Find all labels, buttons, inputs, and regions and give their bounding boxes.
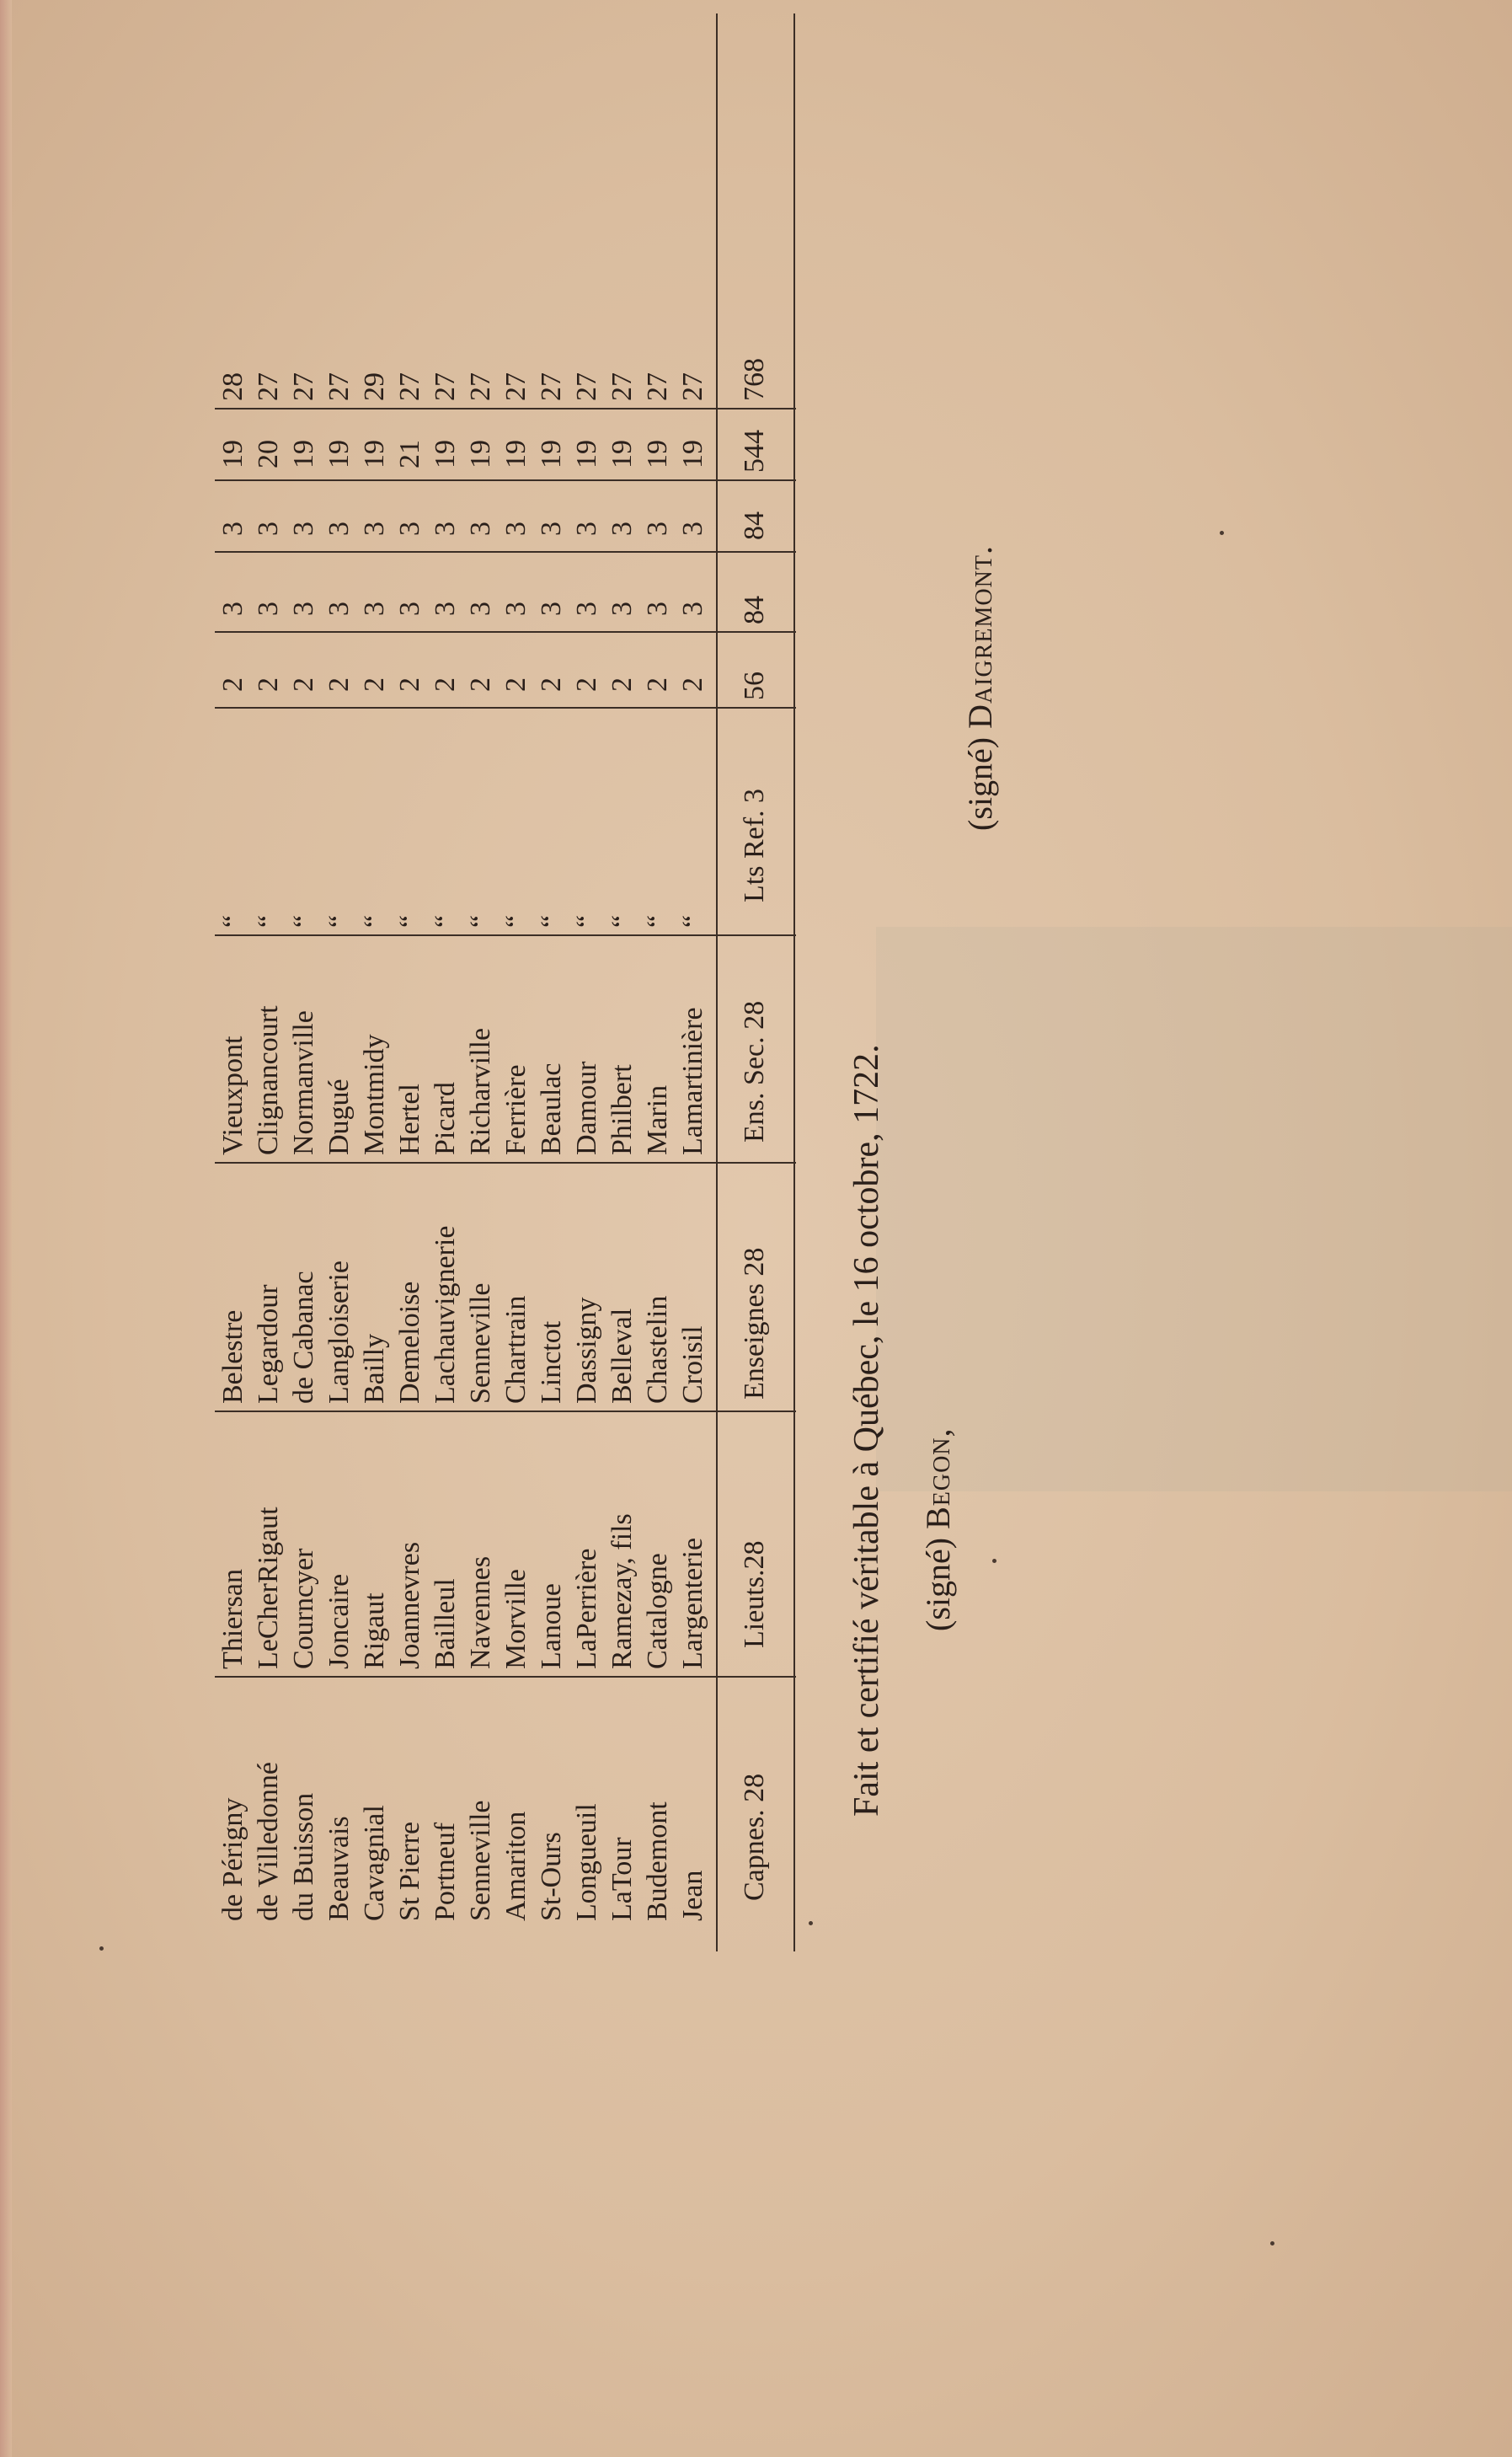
table-cell: 3 [677, 522, 708, 536]
column-divider [215, 934, 796, 936]
table-cell: Linctot [536, 1320, 567, 1404]
table-cell: Hertel [394, 1084, 425, 1155]
table-cell: 21 [394, 440, 425, 468]
column-divider [215, 707, 796, 709]
column-divider [215, 1162, 796, 1164]
total-cell: 56 [739, 672, 770, 700]
table-cell: 3 [394, 522, 425, 536]
table-cell: 3 [323, 522, 355, 536]
table-cell: “ [288, 914, 319, 928]
signature-begon [918, 1427, 958, 1631]
table-cell: Clignancourt [253, 1005, 284, 1155]
table-cell: Thiersan [217, 1569, 248, 1669]
table-cell: 3 [288, 522, 319, 536]
table-cell: Picard [430, 1082, 461, 1155]
table-cell: Jean [677, 1870, 708, 1921]
table-cell: 29 [359, 372, 390, 401]
table-cell: Montmidy [359, 1034, 390, 1155]
table-cell: Philbert [606, 1064, 638, 1155]
total-cell: Ens. Sec. 28 [739, 1000, 770, 1143]
total-cell: Enseignes 28 [739, 1247, 770, 1400]
table-cell: LeCherRigaut [253, 1507, 284, 1669]
table-cell: Belestre [217, 1309, 248, 1404]
table-cell: du Buisson [288, 1792, 319, 1921]
total-cell: 84 [739, 596, 770, 624]
table-cell: 19 [359, 440, 390, 468]
table-cell: Langloiserie [323, 1261, 355, 1404]
table-cell: “ [642, 914, 673, 928]
table-cell: 3 [217, 602, 248, 616]
totals-row [737, 0, 772, 2457]
table-cell: 27 [571, 372, 602, 401]
table-cell: 19 [430, 440, 461, 468]
table-cell: “ [536, 914, 567, 928]
table-cell: 2 [465, 677, 496, 692]
table-cell: “ [394, 914, 425, 928]
table-cell: 27 [536, 372, 567, 401]
table-cell: LaPerrière [571, 1548, 602, 1669]
table-row [394, 0, 426, 2457]
table-cell: 2 [606, 677, 638, 692]
table-cell: Beauvais [323, 1816, 355, 1921]
table-rule [793, 13, 795, 1951]
table-cell: Longueuil [571, 1803, 602, 1921]
table-cell: 19 [571, 440, 602, 468]
table-cell: 2 [500, 677, 532, 692]
table-cell: de Périgny [217, 1797, 248, 1921]
table-cell: Beaulac [536, 1063, 567, 1155]
table-cell: 3 [465, 522, 496, 536]
table-cell: Marin [642, 1084, 673, 1155]
table-cell: 3 [430, 602, 461, 616]
table-cell: 2 [394, 677, 425, 692]
paper-speck [809, 1921, 813, 1925]
table-cell: 27 [288, 372, 319, 401]
table-cell: 3 [253, 602, 284, 616]
table-cell: “ [571, 914, 602, 928]
table-cell: 2 [288, 677, 319, 692]
table-cell: 27 [253, 372, 284, 401]
table-cell: Dassigny [571, 1297, 602, 1404]
table-cell: 19 [288, 440, 319, 468]
table-cell: 3 [465, 602, 496, 616]
total-cell: Lts Ref. 3 [739, 788, 770, 902]
table-cell: 19 [606, 440, 638, 468]
total-cell: Capnes. 28 [739, 1773, 770, 1901]
table-cell: 3 [323, 602, 355, 616]
column-divider [215, 631, 796, 633]
table-cell: Dugué [323, 1079, 355, 1155]
table-cell: Normanville [288, 1010, 319, 1155]
table-row [430, 0, 462, 2457]
table-cell: 3 [677, 602, 708, 616]
table-cell: Catalogne [642, 1553, 673, 1669]
total-cell: 84 [739, 511, 770, 540]
table-cell: Lanoue [536, 1583, 567, 1669]
column-divider [215, 479, 796, 481]
total-cell: 768 [739, 358, 770, 401]
table-cell: 19 [323, 440, 355, 468]
table-cell: Damour [571, 1061, 602, 1155]
table-cell: Demeloise [394, 1281, 425, 1404]
table-cell: 3 [571, 522, 602, 536]
table-cell: St-Ours [536, 1832, 567, 1921]
table-cell: 3 [500, 602, 532, 616]
table-row [217, 0, 249, 2457]
table-row [288, 0, 320, 2457]
table-cell: 2 [430, 677, 461, 692]
table-cell: de Villedonné [253, 1761, 284, 1921]
table-cell: 19 [217, 440, 248, 468]
table-cell: “ [465, 914, 496, 928]
table-row [606, 0, 638, 2457]
table-cell: 27 [642, 372, 673, 401]
table-cell: “ [606, 914, 638, 928]
table-row [323, 0, 355, 2457]
table-cell: 3 [536, 602, 567, 616]
table-cell: Bailleul [430, 1578, 461, 1669]
table-cell: St Pierre [394, 1821, 425, 1921]
table-cell: 3 [288, 602, 319, 616]
certification-line: Fait et certifié véritable à Québec, le 16 octobre, 1722. [847, 1044, 886, 1817]
table-cell: 19 [642, 440, 673, 468]
signature-name: Begon, [919, 1427, 957, 1529]
table-cell: 27 [465, 372, 496, 401]
table-row [642, 0, 674, 2457]
table-cell: “ [253, 914, 284, 928]
table-cell: Joannevres [394, 1541, 425, 1669]
signature-prefix: (signé) [961, 736, 999, 831]
table-cell: “ [323, 914, 355, 928]
table-cell: LaTour [606, 1837, 638, 1921]
table-row [571, 0, 603, 2457]
table-cell: 3 [606, 522, 638, 536]
column-divider [215, 1410, 796, 1412]
table-row [677, 0, 709, 2457]
table-cell: 3 [500, 522, 532, 536]
table-cell: Cavagnial [359, 1805, 390, 1921]
table-cell: 2 [217, 677, 248, 692]
table-cell: 3 [394, 602, 425, 616]
signature-name: Daigremont. [961, 545, 999, 729]
table-cell: Portneuf [430, 1822, 461, 1921]
table-cell: 3 [642, 522, 673, 536]
table-cell: Navennes [465, 1555, 496, 1669]
table-cell: Courncyer [288, 1548, 319, 1669]
paper-speck [992, 1559, 996, 1563]
table-cell: 27 [430, 372, 461, 401]
table-cell: 2 [253, 677, 284, 692]
table-cell: Bailly [359, 1333, 390, 1404]
table-cell: Ramezay, fils [606, 1513, 638, 1669]
table-cell: 3 [253, 522, 284, 536]
table-cell: 19 [500, 440, 532, 468]
signature-prefix: (signé) [919, 1537, 957, 1631]
paper-speck [99, 1946, 104, 1951]
table-cell: “ [217, 914, 248, 928]
table-cell: 2 [642, 677, 673, 692]
table-cell: Vieuxpont [217, 1036, 248, 1155]
table-cell: “ [500, 914, 532, 928]
table-cell: 27 [323, 372, 355, 401]
signature-daigremont [960, 545, 1000, 831]
table-cell: 3 [642, 602, 673, 616]
paper-speck [1270, 2241, 1274, 2246]
table-cell: 27 [606, 372, 638, 401]
table-cell: 20 [253, 440, 284, 468]
table-cell: “ [677, 914, 708, 928]
paper-speck [1220, 531, 1224, 535]
table-cell: 3 [359, 602, 390, 616]
table-cell: 2 [323, 677, 355, 692]
table-cell: Richarville [465, 1027, 496, 1155]
table-row [536, 0, 568, 2457]
total-cell: Lieuts.28 [739, 1540, 770, 1648]
table-cell: 3 [359, 522, 390, 536]
table-cell: “ [430, 914, 461, 928]
table-cell: Ferrière [500, 1064, 532, 1155]
column-divider [215, 551, 796, 553]
table-row [500, 0, 532, 2457]
table-cell: 19 [677, 440, 708, 468]
table-cell: Chastelin [642, 1295, 673, 1404]
column-divider [215, 408, 796, 410]
table-cell: 19 [465, 440, 496, 468]
table-cell: 2 [571, 677, 602, 692]
total-cell: 544 [739, 430, 770, 473]
table-cell: Morville [500, 1569, 532, 1669]
table-cell: 27 [394, 372, 425, 401]
table-row [465, 0, 497, 2457]
table-cell: 28 [217, 372, 248, 401]
table-cell: “ [359, 914, 390, 928]
table-cell: 3 [217, 522, 248, 536]
column-divider [215, 1676, 796, 1678]
table-cell: Largenterie [677, 1537, 708, 1669]
table-cell: 2 [359, 677, 390, 692]
table-cell: 2 [677, 677, 708, 692]
table-cell: Joncaire [323, 1573, 355, 1669]
table-cell: Amariton [500, 1811, 532, 1921]
table-row [359, 0, 391, 2457]
table-cell: Lachauvignerie [430, 1225, 461, 1404]
table-cell: Legardour [253, 1284, 284, 1404]
table-cell: 3 [430, 522, 461, 536]
table-cell: Croisil [677, 1325, 708, 1404]
table-cell: Chartrain [500, 1295, 532, 1404]
table-row [253, 0, 285, 2457]
table-cell: Lamartinière [677, 1007, 708, 1155]
table-cell: 27 [677, 372, 708, 401]
table-cell: Senneville [465, 1282, 496, 1404]
table-cell: 3 [606, 602, 638, 616]
table-cell: 3 [536, 522, 567, 536]
table-cell: Belleval [606, 1308, 638, 1404]
table-cell: 2 [536, 677, 567, 692]
table-cell: de Cabanac [288, 1271, 319, 1404]
table-cell: Budemont [642, 1801, 673, 1921]
table-cell: Senneville [465, 1800, 496, 1921]
table-rule [716, 13, 718, 1951]
table-cell: Rigaut [359, 1592, 390, 1669]
table-cell: 3 [571, 602, 602, 616]
table-cell: 19 [536, 440, 567, 468]
table-cell: 27 [500, 372, 532, 401]
